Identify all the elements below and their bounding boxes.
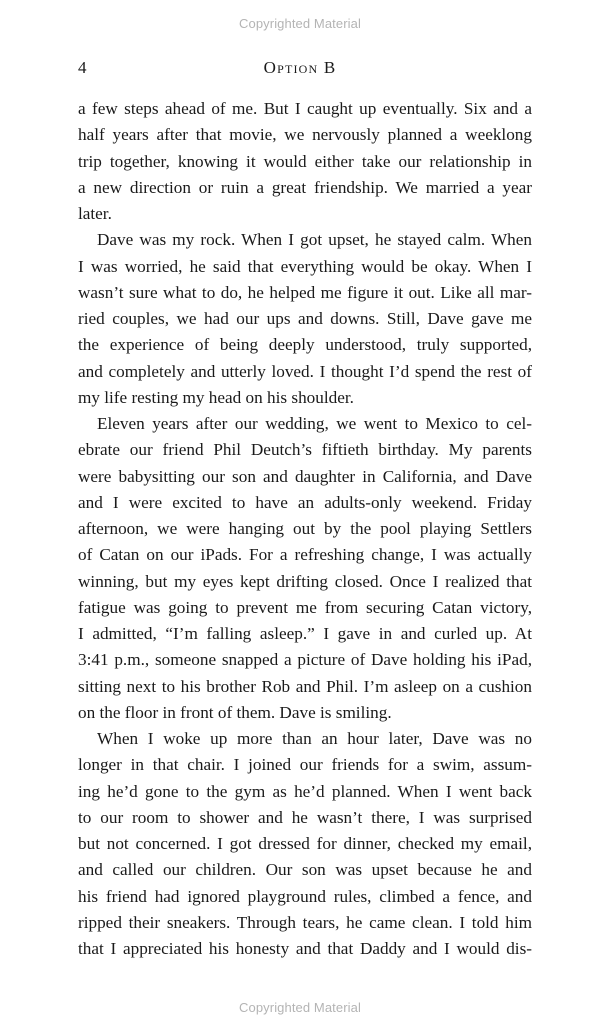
- text-line: but not concerned. I got dressed for dinner, checked my email,: [78, 834, 532, 853]
- paragraph: [78, 96, 532, 227]
- body-text: [78, 96, 532, 962]
- text-line: that I appreciated his honesty and that Daddy and I would dis-: [78, 939, 532, 958]
- text-line: ried couples, we had our ups and downs. Still, Dave gave me: [78, 309, 532, 328]
- text-line: ing he’d gone to the gym as he’d planned. When I went back: [78, 781, 532, 801]
- text-line: and called our children. Our son was upset because he and: [78, 860, 532, 880]
- paragraph: [78, 227, 532, 411]
- text-line: I admitted, “I’m falling asleep.” I gave in and curled up. At: [78, 624, 532, 643]
- watermark-bottom: Copyrighted Material: [239, 1000, 361, 1015]
- text-line: sitting next to his brother Rob and Phil. I’m asleep on a cushion: [78, 676, 532, 696]
- paragraph: [78, 411, 532, 726]
- text-line: and completely and utterly loved. I thought I’d spend the rest of: [78, 361, 532, 381]
- text-line: Eleven years after our wedding, we went to Mexico to cel-: [97, 414, 532, 433]
- text-line: When I woke up more than an hour later, Dave was no: [97, 729, 532, 748]
- page-number: 4: [78, 58, 87, 77]
- text-line: the experience of being deeply understood, truly supported,: [78, 335, 532, 355]
- text-line: to our room to shower and he wasn’t there, I was surprised: [78, 807, 532, 827]
- text-line: fatigue was going to prevent me from securing Catan victory,: [78, 597, 532, 617]
- text-line: wasn’t sure what to do, he helped me figure it out. Like all mar-: [78, 282, 532, 302]
- text-line: I was worried, he said that everything would be okay. When I: [78, 256, 532, 276]
- text-line: his friend had ignored playground rules, climbed a fence, and: [78, 886, 532, 906]
- text-line: my life resting my head on his shoulder.: [78, 387, 354, 407]
- text-line: ebrate our friend Phil Deutch’s fiftieth birthday. My parents: [78, 440, 532, 460]
- text-line: winning, but my eyes kept drifting closed. Once I realized that: [78, 571, 532, 591]
- paragraph: [78, 726, 532, 962]
- text-line: Dave was my rock. When I got upset, he stayed calm. When: [97, 230, 532, 250]
- text-line: afternoon, we were hanging out by the pool playing Settlers: [78, 519, 532, 538]
- text-line: 3:41 p.m., someone snapped a picture of Dave holding his iPad,: [78, 650, 532, 670]
- running-head: Option B: [263, 58, 337, 77]
- text-line: of Catan on our iPads. For a refreshing change, I was actually: [78, 545, 532, 565]
- text-line: on the floor in front of them. Dave is smiling.: [78, 702, 392, 722]
- text-line: half years after that movie, we nervously planned a weeklong: [78, 125, 532, 145]
- text-line: were babysitting our son and daughter in California, and Dave: [78, 466, 532, 486]
- text-line: ripped their sneakers. Through tears, he came clean. I told him: [78, 912, 532, 932]
- watermark-top: Copyrighted Material: [239, 16, 361, 31]
- text-line: longer in that chair. I joined our friends for a swim, assum-: [78, 755, 532, 775]
- text-line: a new direction or ruin a great friendship. We married a year: [78, 177, 532, 197]
- text-line: and I were excited to have an adults-only weekend. Friday: [78, 492, 532, 512]
- text-line: later.: [78, 204, 112, 223]
- text-line: a few steps ahead of me. But I caught up eventually. Six and a: [78, 99, 532, 118]
- text-line: trip together, knowing it would either take our relationship in: [78, 151, 532, 171]
